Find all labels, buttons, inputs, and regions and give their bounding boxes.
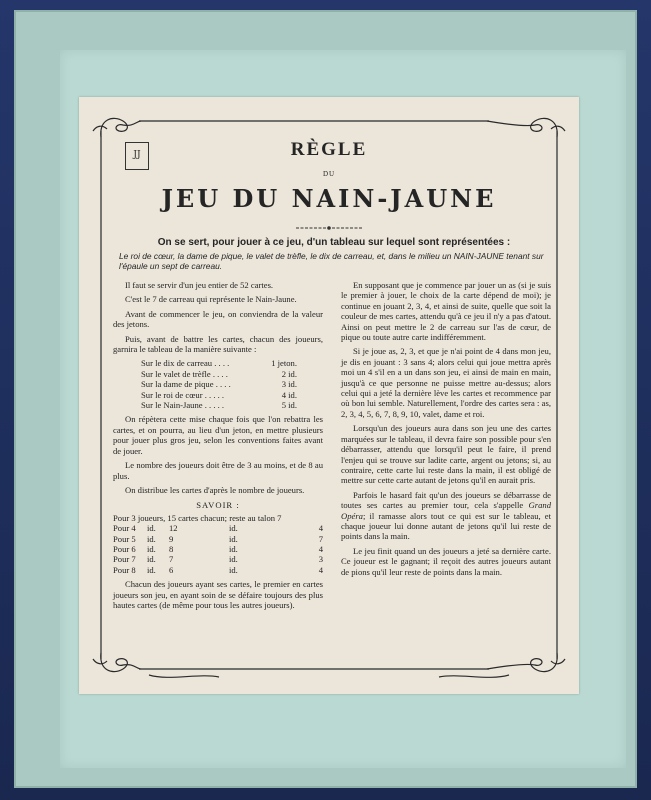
savoir-id: id. xyxy=(147,523,156,534)
savoir-id: id. xyxy=(229,543,238,554)
stake-value: 3 id. xyxy=(281,379,297,390)
grand-opera-term: Grand Opéra xyxy=(341,500,551,521)
savoir-cards: 12 xyxy=(169,523,178,534)
stake-value: 1 jeton. xyxy=(271,358,297,369)
savoir-id: id. xyxy=(147,554,156,565)
savoir-row xyxy=(113,565,323,575)
savoir-rest: 4 xyxy=(318,543,323,554)
stake-label: Sur le roi de cœur . . . . . xyxy=(141,389,225,400)
rule-paragraph: C'est le 7 de carreau qui représente le Nain-Jaune. xyxy=(125,294,297,305)
savoir-rest: 4 xyxy=(318,564,323,575)
savoir-id: id. xyxy=(229,554,238,565)
rule-paragraph: Le nombre des joueurs doit être de 3 au moins, et de 8 au plus. xyxy=(113,460,323,481)
rule-paragraph: Puis, avant de battre les cartes, chacun des joueurs, garnira le tableau de la manière suivante : xyxy=(113,333,323,355)
savoir-id: id. xyxy=(229,564,238,575)
stakes-list xyxy=(113,358,323,410)
stake-row xyxy=(113,400,323,410)
rule-paragraph: Chacun des joueurs ayant ses cartes, le premier en cartes joueurs son jeu, en ayant soin de se défaire toujours des plus hautes cartes (de même pour tous les autres joueurs). xyxy=(113,579,323,610)
title-main: JEU DU NAIN-JAUNE xyxy=(161,184,497,213)
rule-paragraph: En supposant que je commence par jouer un as (si je suis le premier à jouer, le choix de la carte dépend de moi); je continue en jouant 2, 3, 4, et ainsi de suite, quelle que soit la couleur de mes cartes, attendu qu'à ce jeu il n'y a pas d'atout. Ainsi on peut mettre le 2 de carreau sur l'as de cœur, de pique ou toute autre carte indifféremment. xyxy=(341,280,551,343)
stake-value: 2 id. xyxy=(281,368,297,379)
title-du: DU xyxy=(322,170,336,178)
rule-paragraph: Il faut se servir d'un jeu entier de 52 cartes. xyxy=(125,280,274,290)
savoir-id: id. xyxy=(229,533,238,544)
title-regle: RÈGLE xyxy=(290,139,368,160)
savoir-first-row: Pour 3 joueurs, 15 cartes chacun; reste au talon 7 xyxy=(113,512,282,523)
rule-paragraph: Avant de commencer le jeu, on conviendra de la valeur des jetons. xyxy=(113,308,323,330)
savoir-cards: 6 xyxy=(169,564,174,575)
savoir-id: id. xyxy=(147,533,156,544)
savoir-title: SAVOIR : xyxy=(196,500,240,511)
stake-row xyxy=(113,358,323,368)
savoir-rest: 7 xyxy=(318,533,323,544)
left-column xyxy=(113,280,323,614)
savoir-rest: 3 xyxy=(318,554,323,565)
rule-paragraph xyxy=(341,490,551,542)
savoir-rest: 4 xyxy=(318,523,323,534)
savoir-players: Pour 4 xyxy=(113,523,136,534)
rule-paragraph: Lorsqu'un des joueurs aura dans son jeu une des cartes marquées sur le tableau, il devra faire son possible pour s'en débarrasser, attendu que lorsqu'il peut le faire, il prend l'enjeu qui se trouve sur ladite carte, argent ou jetons; si, au contraire, cette carte lui reste dans la main, il est obligé de mettre sur cette carte autant de jetons qu'il en aurait pris. xyxy=(341,423,551,486)
savoir-cards: 7 xyxy=(169,554,174,565)
savoir-id: id. xyxy=(229,523,238,534)
savoir-id: id. xyxy=(147,543,156,554)
rule-text: Parfois le hasard fait qu'un des joueurs se débarrasse de toutes ses cartes au premier tour, cela s'appelle xyxy=(341,489,551,511)
rule-paragraph: On répètera cette mise chaque fois que l'on rebattra les cartes, et on pourra, au lieu d'un jeton, en mettre plusieurs pour jouer plus gros jeu, selon les conventions faites avant de jouer. xyxy=(113,414,323,456)
stake-row xyxy=(113,369,323,379)
stake-label: Sur la dame de pique . . . . xyxy=(141,379,231,390)
savoir-players: Pour 7 xyxy=(113,554,136,565)
savoir-id: id. xyxy=(147,564,156,575)
savoir-row xyxy=(113,534,323,544)
rule-paragraph: Le jeu finit quand un des joueurs a jeté sa dernière carte. Ce joueur est le gagnant; il reçoit des autres joueurs autant de pions qu'il leur reste de points dans la main. xyxy=(341,545,551,577)
savoir-row xyxy=(113,523,323,533)
stake-value: 5 id. xyxy=(281,400,297,411)
savoir-row xyxy=(113,554,323,564)
rule-paragraph: On distribue les cartes d'après le nombre de joueurs. xyxy=(125,484,305,495)
stake-value: 4 id. xyxy=(281,389,297,400)
rule-paragraph: Si je joue as, 2, 3, et que je n'ai point de 4 dans mon jeu, je dis en jouant : 3 sans 4; alors celui qui joue mettra après moi un 4 s'il en a un dans son jeu, ei ainsi de main en main, jusqu'à ce que personne ne puisse mettre au-dessus; alors celui qui a jeté la dernière lève les cartes et recommence par où bon lui semble. Naturellement, l'ordre des cartes sera : as, 2, 3, 4, 5, 6, 7, 8, 9, 10, valet, dame et roi. xyxy=(341,346,551,419)
rule-text: ; il ramasse alors tout ce qui est sur le tableau, et chaque joueur lui donne autant de jetons qu'il lui reste de points dans la main. xyxy=(341,510,551,542)
title-ornament xyxy=(294,225,364,231)
stake-row xyxy=(113,390,323,400)
savoir-players: Pour 6 xyxy=(113,543,136,554)
intro-heading: On se sert, pour jouer à ce jeu, d'un tableau sur lequel sont représentées : xyxy=(157,237,511,248)
stake-label: Sur le dix de carreau . . . . xyxy=(141,358,230,369)
stake-label: Sur le Nain-Jaune . . . . . xyxy=(141,400,225,411)
savoir-cards: 9 xyxy=(169,533,174,544)
savoir-table xyxy=(113,523,323,575)
publisher-logo-text: JJ xyxy=(133,150,141,160)
stake-row xyxy=(113,379,323,389)
savoir-cards: 8 xyxy=(169,543,174,554)
stake-label: Sur le valet de trèfle . . . . xyxy=(141,368,228,379)
intro-description: Le roi de cœur, la dame de pique, le valet de trèfle, le dix de carreau, et, dans le milieu un NAIN-JAUNE tenant sur l'épaule un sept de carreau. xyxy=(119,251,544,271)
rules-sheet xyxy=(79,97,579,694)
savoir-players: Pour 8 xyxy=(113,564,136,575)
savoir-players: Pour 5 xyxy=(113,533,136,544)
right-column xyxy=(341,280,551,581)
savoir-row xyxy=(113,544,323,554)
